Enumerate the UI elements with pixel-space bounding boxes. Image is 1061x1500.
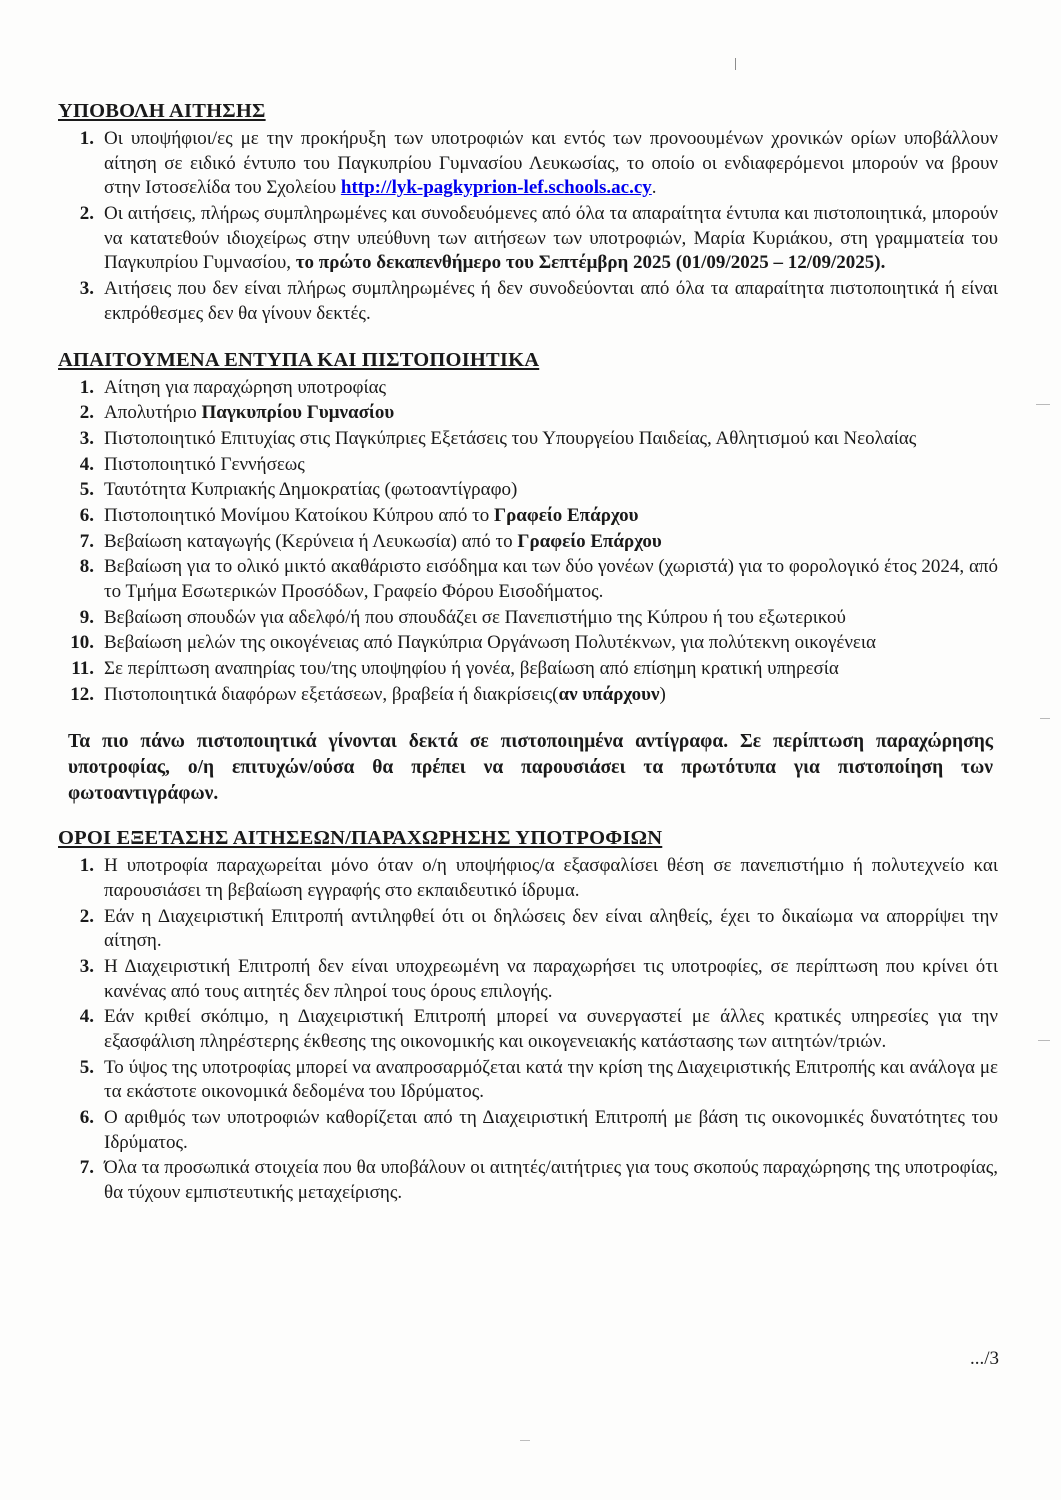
item-number: 3. (79, 427, 94, 449)
item-number: 7. (79, 1157, 94, 1179)
item-number: 9. (79, 606, 94, 628)
list-item (58, 631, 998, 656)
item-number: 2. (79, 402, 94, 424)
item-text: Πιστοποιητικό Γεννήσεως (104, 453, 305, 475)
item-text: Αίτηση για παραχώρηση υποτροφίας (104, 376, 387, 398)
item-number: 5. (79, 1056, 94, 1078)
certified-copies-notice: Τα πιο πάνω πιστοποιητικά γίνονται δεκτά σε πιστοποιημένα αντίγραφα. Σε περίπτωση παραχώρησης υποτροφίας, ο/η επιτυχών/ούσα θα πρέπει να παρουσιάσει τα πρωτότυπα για πιστοποίηση των φωτοαντιγράφων. (68, 731, 993, 805)
item-text: Η υποτροφία παραχωρείται μόνο όταν ο/η υποψήφιος/α εξασφαλίσει θέση σε πανεπιστήμιο ή πολυτεχνείο και παρουσιάσει τη βεβαίωση εγγραφής στο εκπαιδευτικό ίδρυμα. (104, 855, 998, 901)
item-text: Σε περίπτωση αναπηρίας του/της υποψηφίου ή γονέα, βεβαίωση από επίσημη κρατική υπηρεσία (104, 658, 839, 680)
edge-scan-mark (1038, 1040, 1050, 1041)
item-text: Εάν η Διαχειριστική Επιτροπή αντιληφθεί ότι οι δηλώσεις δεν είναι αληθείς, έχει το δικαίωμα να απορρίψει την αίτηση. (104, 905, 998, 952)
section-title-terms: ΟΡΟΙ ΕΞΕΤΑΣΗΣ ΑΙΤΗΣΕΩΝ/ΠΑΡΑΧΩΡΗΣΗΣ ΥΠΟΤΡΟΦΙΩΝ (58, 827, 663, 850)
item-number: 5. (79, 479, 94, 501)
page-continuation-marker: .../3 (969, 1348, 999, 1369)
item-text: Όλα τα προσωπικά στοιχεία που θα υποβάλουν οι αιτητές/αιτήτριες για τους σκοπούς παραχώρησης της υποτροφίας, θα τύχουν εμπιστευτικής μεταχείρισης. (104, 1157, 998, 1204)
section-title-required-documents: ΑΠΑΙΤΟΥΜΕΝΑ ΕΝΤΥΠΑ ΚΑΙ ΠΙΣΤΟΠΟΙΗΤΙΚΑ (58, 348, 540, 371)
list-item (58, 955, 998, 1004)
item-number: 2. (79, 905, 94, 927)
edge-scan-mark (1036, 404, 1050, 405)
list-item (58, 376, 998, 401)
section-required-documents (58, 349, 998, 708)
item-number: 4. (79, 1006, 94, 1028)
item-text: Βεβαίωση καταγωγής (Κερύνεια ή Λευκωσία) από το Γραφείο Επάρχου (104, 530, 662, 552)
item-number: 4. (79, 453, 94, 475)
section-terms (58, 827, 998, 1206)
item-text: Πιστοποιητικό Επιτυχίας στις Παγκύπριες Εξετάσεις του Υπουργείου Παιδείας, Αθλητισμού και Νεολαίας (104, 427, 917, 449)
section-title-submission: ΥΠΟΒΟΛΗ ΑΙΤΗΣΗΣ (58, 100, 266, 122)
item-text: Η Διαχειριστική Επιτροπή δεν είναι υποχρεωμένη να παραχωρήσει τις υποτροφίες, σε περίπτωση που κρίνει ότι κανένας από τους αιτητές δεν πληροί τους όρους επιλογής. (104, 955, 998, 1002)
list-item (58, 555, 998, 604)
list-item (58, 427, 998, 452)
item-number: 11. (71, 658, 94, 680)
item-number: 6. (79, 1107, 94, 1129)
item-number: 2. (79, 203, 94, 225)
item-text: Το ύψος της υποτροφίας μπορεί να αναπροσαρμόζεται κατά την κρίση της Διαχειριστικής Επιτροπής και ανάλογα με τα εκάστοτε οικονομικά δεδομένα του Ιδρύματος. (104, 1056, 998, 1103)
item-text: Ο αριθμός των υποτροφιών καθορίζεται από τη Διαχειριστική Επιτροπή με βάση τις οικονομικές δυνατότητες του Ιδρύματος. (104, 1107, 998, 1153)
item-number: 3. (79, 955, 94, 977)
item-text: Οι υποψήφιοι/ες με την προκήρυξη των υποτροφιών και εντός των προνοουμένων χρονικών ορίων υποβάλλουν αίτηση σε ειδικό έντυπο του Παγκυπρίου Γυμνασίου Λευκωσίας, το οποίο οι ενδιαφερόμενοι μπορούν να βρουν στην Ιστοσελίδα του Σχολείου http://lyk-pagkyprion-lef.schools.ac.cy. (104, 128, 998, 199)
list-item (58, 401, 998, 426)
list-item (58, 478, 998, 503)
document-body (58, 100, 998, 1228)
item-number: 1. (79, 128, 94, 149)
bottom-scan-mark (520, 1440, 530, 1441)
list-item (58, 530, 998, 555)
list-item (58, 657, 998, 682)
list-item (58, 453, 998, 478)
list-item (58, 127, 998, 201)
edge-scan-mark (1040, 718, 1050, 719)
item-number: 12. (70, 683, 94, 705)
list-item (58, 202, 998, 276)
list-item (58, 1106, 998, 1155)
top-scan-mark (735, 58, 736, 70)
item-text: Εάν κριθεί σκόπιμο, η Διαχειριστική Επιτροπή μπορεί να συνεργαστεί με άλλες κρατικές υπηρεσίες για την εξασφάλιση πληρέστερης έκθεσης της οικονομικής και οικογενειακής κατάστασης των αιτητών/τριών. (104, 1006, 998, 1053)
item-number: 1. (79, 376, 94, 398)
submission-list (58, 127, 998, 327)
list-item (58, 905, 998, 954)
item-text: Βεβαίωση για το ολικό μικτό ακαθάριστο εισόδημα και των δύο γονέων (χωριστά) για το φορολογικό έτος 2024, από το Τμήμα Εσωτερικών Προσόδων, Γραφείο Φόρου Εισοδήματος. (104, 556, 998, 602)
required-documents-list (58, 376, 998, 708)
item-text: Πιστοποιητικό Μονίμου Κατοίκου Κύπρου από το Γραφείο Επάρχου (104, 504, 639, 526)
item-number: 1. (79, 855, 94, 877)
list-item (58, 854, 998, 903)
list-item (58, 277, 998, 326)
item-text: Ταυτότητα Κυπριακής Δημοκρατίας (φωτοαντίγραφο) (104, 479, 518, 501)
item-text: Πιστοποιητικά διαφόρων εξετάσεων, βραβεία ή διακρίσεις(αν υπάρχουν) (104, 683, 666, 705)
list-item (58, 683, 998, 708)
item-number: 3. (79, 278, 94, 300)
item-text: Βεβαίωση μελών της οικογένειας από Παγκύπρια Οργάνωση Πολυτέκνων, για πολύτεκνη οικογένεια (104, 632, 876, 654)
list-item (58, 606, 998, 631)
school-website-link[interactable]: http://lyk-pagkyprion-lef.schools.ac.cy (340, 177, 652, 199)
terms-list (58, 854, 998, 1206)
section-submission (58, 100, 998, 327)
list-item (58, 504, 998, 529)
item-text: Οι αιτήσεις, πλήρως συμπληρωμένες και συνοδευόμενες από όλα τα απαραίτητα έντυπα και πιστοποιητικά, μπορούν να κατατεθούν ιδιοχείρως στην υπεύθυνη των αιτήσεων των υποτροφιών, Μαρία Κυριάκου, στη γραμματεία του Παγκυπρίου Γυμνασίου, το πρώτο δεκαπενθήμερο του Σεπτέμβρη 2025 (01/09/2025 – 12/09/2025). (104, 203, 998, 274)
item-number: 10. (70, 632, 94, 654)
item-text: Βεβαίωση σπουδών για αδελφό/ή που σπουδάζει σε Πανεπιστήμιο της Κύπρου ή του εξωτερικού (104, 606, 846, 628)
item-number: 8. (79, 556, 94, 578)
list-item (58, 1056, 998, 1105)
list-item (58, 1156, 998, 1205)
item-number: 7. (79, 530, 94, 552)
item-text: Αιτήσεις που δεν είναι πλήρως συμπληρωμένες ή δεν συνοδεύονται από όλα τα απαραίτητα πιστοποιητικά ή είναι εκπρόθεσμες δεν θα γίνουν δεκτές. (104, 278, 998, 324)
item-text: Απολυτήριο Παγκυπρίου Γυμνασίου (104, 402, 395, 424)
item-number: 6. (79, 504, 94, 526)
list-item (58, 1005, 998, 1054)
